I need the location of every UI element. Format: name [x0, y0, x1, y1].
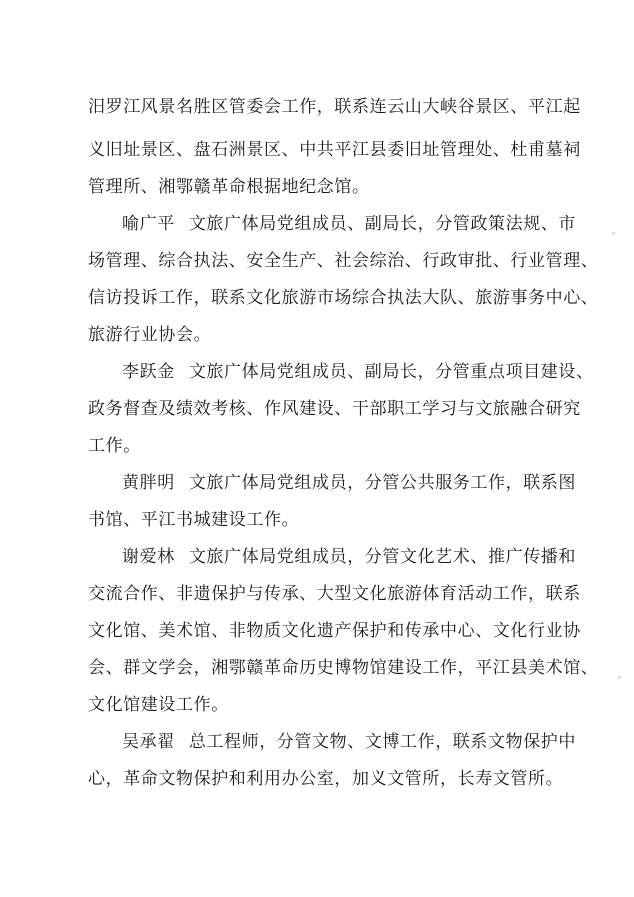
person-name: 吴承翟 [122, 732, 175, 752]
text-line: 心，革命文物保护和利用办公室，加义文管所，长寿文管所。 [88, 769, 564, 789]
duty-text: 总工程师，分管文物、文博工作，联系文物保护中 [188, 732, 577, 752]
duty-text: 文旅广体局党组成员、副局长，分管重点项目建设、 [188, 362, 594, 382]
text-line: 文化馆建设工作。 [88, 695, 229, 715]
text-line: 交流合作、非遗保护与传承、大型文化旅游体育活动工作，联系 [88, 584, 581, 604]
paragraph-first-line [122, 472, 577, 494]
duty-text: 文旅广体局党组成员，分管公共服务工作，联系图 [188, 473, 577, 493]
text-line: 义旧址景区、盘石洲景区、中共平江县委旧址管理处、杜甫墓祠 [88, 140, 581, 160]
text-line: 场管理、综合执法、安全生产、社会综治、行政审批、行业管理、 [88, 251, 599, 271]
person-name: 李跃金 [122, 362, 175, 382]
person-name: 谢爱林 [122, 547, 175, 567]
text-line: 信访投诉工作，联系文化旅游市场综合执法大队、旅游事务中心、 [88, 288, 599, 308]
duty-text: 文旅广体局党组成员、副局长，分管政策法规、市 [188, 214, 577, 234]
paragraph-first-line [122, 546, 577, 568]
paragraph-first-line [122, 213, 577, 235]
duty-text: 文旅广体局党组成员，分管文化艺术、推广传播和 [188, 547, 577, 567]
text-line: 文化馆、美术馆、非物质文化遗产保护和传承中心、文化行业协 [88, 621, 581, 641]
paragraph-first-line [122, 731, 577, 753]
text-line: 汨罗江风景名胜区管委会工作，联系连云山大峡谷景区、平江起 [88, 97, 581, 117]
text-line: 工作。 [88, 436, 141, 456]
text-line: 管理所、湘鄂赣革命根据地纪念馆。 [88, 177, 370, 197]
text-line: 会、群文学会，湘鄂赣革命历史博物馆建设工作，平江县美术馆、 [88, 658, 599, 678]
person-name: 黄胖明 [122, 473, 175, 493]
text-line: 旅游行业协会。 [88, 325, 212, 345]
scan-speck [612, 232, 615, 235]
text-line: 书馆、平江书城建设工作。 [88, 510, 300, 530]
scan-speck [618, 676, 621, 679]
paragraph-first-line [122, 361, 594, 383]
person-name: 喻广平 [122, 214, 175, 234]
text-line: 政务督查及绩效考核、作风建设、干部职工学习与文旅融合研究 [88, 399, 581, 419]
